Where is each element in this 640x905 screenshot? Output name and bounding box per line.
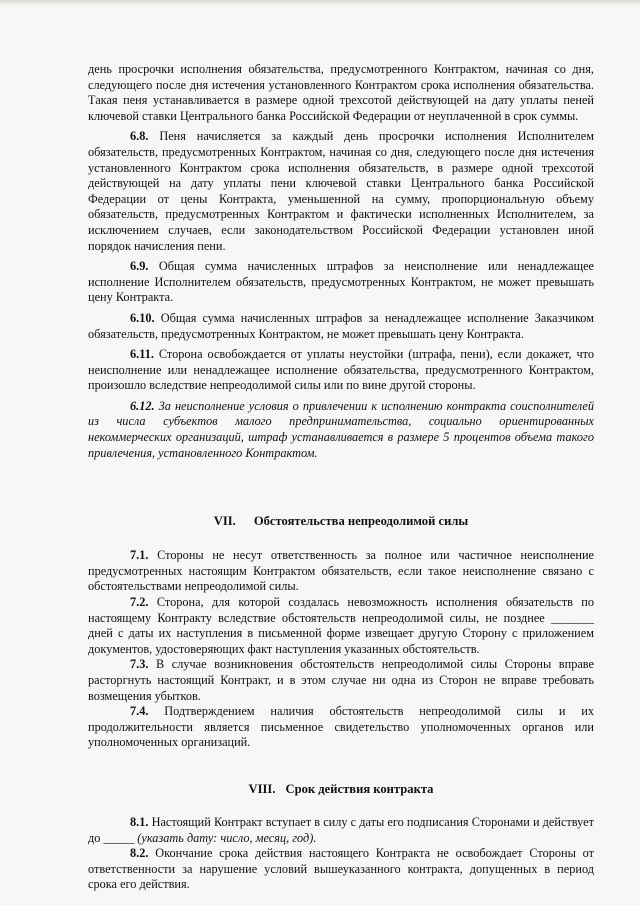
clause-number: 7.3.	[130, 657, 149, 672]
clause-number: 8.1.	[130, 814, 149, 829]
clause-number: 8.2.	[130, 846, 149, 861]
clause-6-9	[88, 259, 594, 306]
clause-number: 7.2.	[130, 595, 149, 610]
clause-text: Общая сумма начисленных штрафов за неисполнение или ненадлежащее исполнение Исполнителем обязательств, предусмотренных Контрактом, не может превышать цену Контракта.	[88, 259, 594, 305]
clause-number: 6.9.	[130, 259, 149, 274]
clause-text: Стороны не несут ответственность за полное или частичное неисполнение предусмотренных настоящим Контрактом обязательств, если такое неисполнение связано с обстоятельствами непреодолимой силы.	[88, 548, 594, 594]
clause-text: Сторона освобождается от уплаты неустойки (штрафа, пени), если докажет, что неисполнение или ненадлежащее исполнение обязательства, предусмотренного Контрактом, произошло вследствие непреодолимой силы или по вине другой стороны.	[88, 347, 594, 393]
section-title: Обстоятельства непреодолимой силы	[253, 514, 469, 529]
section-number: VII.	[213, 514, 236, 529]
clause-6-11	[88, 347, 594, 394]
clause-text: Настоящий Контракт вступает в силу с даты его подписания Сторонами и действует до _____	[88, 814, 594, 845]
clause-8-2	[88, 846, 594, 893]
clause-number: 6.12.	[130, 398, 155, 413]
clause-text: За неисполнение условия о привлечении к исполнению контракта соисполнителей из числа субъектов малого предпринимательства, социально ориентированных некоммерческих организаций, штраф устанавливается в размере 5 процентов объема такого привлечения, установленного Контрактом.	[88, 398, 594, 460]
clause-number: 7.1.	[130, 548, 149, 563]
section-8-heading	[88, 781, 594, 797]
continuation-paragraph: день просрочки исполнения обязательства, предусмотренного Контрактом, начиная со дня, следующего после дня истечения установленного Контрактом срока исполнения обязательства. Такая пеня устанавливается в размере одной трехсотой действующей на дату уплаты пеней ключевой ставки Центрального банка Российской Федерации от неуплаченной в срок суммы.	[88, 62, 594, 123]
section-number: VIII.	[248, 781, 276, 796]
clause-text: Общая сумма начисленных штрафов за ненадлежащее исполнение Заказчиком обязательств, предусмотренных Контрактом, не может превышать цену Контракта.	[88, 310, 594, 341]
clause-6-12	[88, 399, 594, 461]
clause-number: 7.4.	[130, 704, 149, 719]
clause-text: Сторона, для которой создалась невозможность исполнения обязательств по настоящему Контракту вследствие обстоятельств непреодолимой силы, не позднее _______ дней с даты их наступления в письменной форме извещает другую Сторону с приложением документов, удостоверяющих факт наступления указанных обстоятельств.	[88, 595, 594, 656]
date-hint: (указать дату: число, месяц, год).	[137, 830, 317, 845]
clause-7-4	[88, 704, 594, 751]
document-body	[88, 62, 594, 893]
clause-6-8	[88, 129, 594, 254]
clause-text: Пеня начисляется за каждый день просрочки исполнения Исполнителем обязательств, предусмотренных Контрактом, начиная со дня, следующего после дня истечения установленного Контрактом срока исполнения обязательств, в размере одной трехсотой действующей на дату уплаты пени ключевой ставки Центрального банка Российской Федерации от цены Контракта, уменьшенной на сумму, пропорциональную объему обязательств, предусмотренных Контрактом и фактически исполненных Исполнителем, за исключением случаев, если законодательством Российской Федерации установлен иной порядок начисления пени.	[88, 129, 594, 253]
clause-8-1	[88, 815, 594, 846]
scan-edge	[0, 0, 640, 6]
clause-6-10	[88, 311, 594, 342]
clause-7-1	[88, 548, 594, 595]
clause-text: Подтверждением наличия обстоятельств непреодолимой силы и их продолжительности является письменное свидетельство уполномоченных органов или уполномоченных организаций.	[88, 704, 594, 750]
clause-7-2	[88, 595, 594, 657]
section-title: Срок действия контракта	[285, 781, 434, 796]
clause-text: В случае возникновения обстоятельств непреодолимой силы Стороны вправе расторгнуть настоящий Контракт, и в этом случае ни одна из Сторон не вправе требовать возмещения убытков.	[88, 657, 594, 703]
clause-text: Окончание срока действия настоящего Контракта не освобождает Стороны от ответственности за нарушение условий вышеуказанного контракта, допущенных в период срока его действия.	[88, 846, 595, 892]
section-7-heading	[88, 513, 594, 529]
clause-number: 6.11.	[130, 347, 154, 362]
clause-number: 6.8.	[130, 129, 149, 144]
clause-7-3	[88, 657, 594, 704]
clause-number: 6.10.	[130, 310, 155, 325]
